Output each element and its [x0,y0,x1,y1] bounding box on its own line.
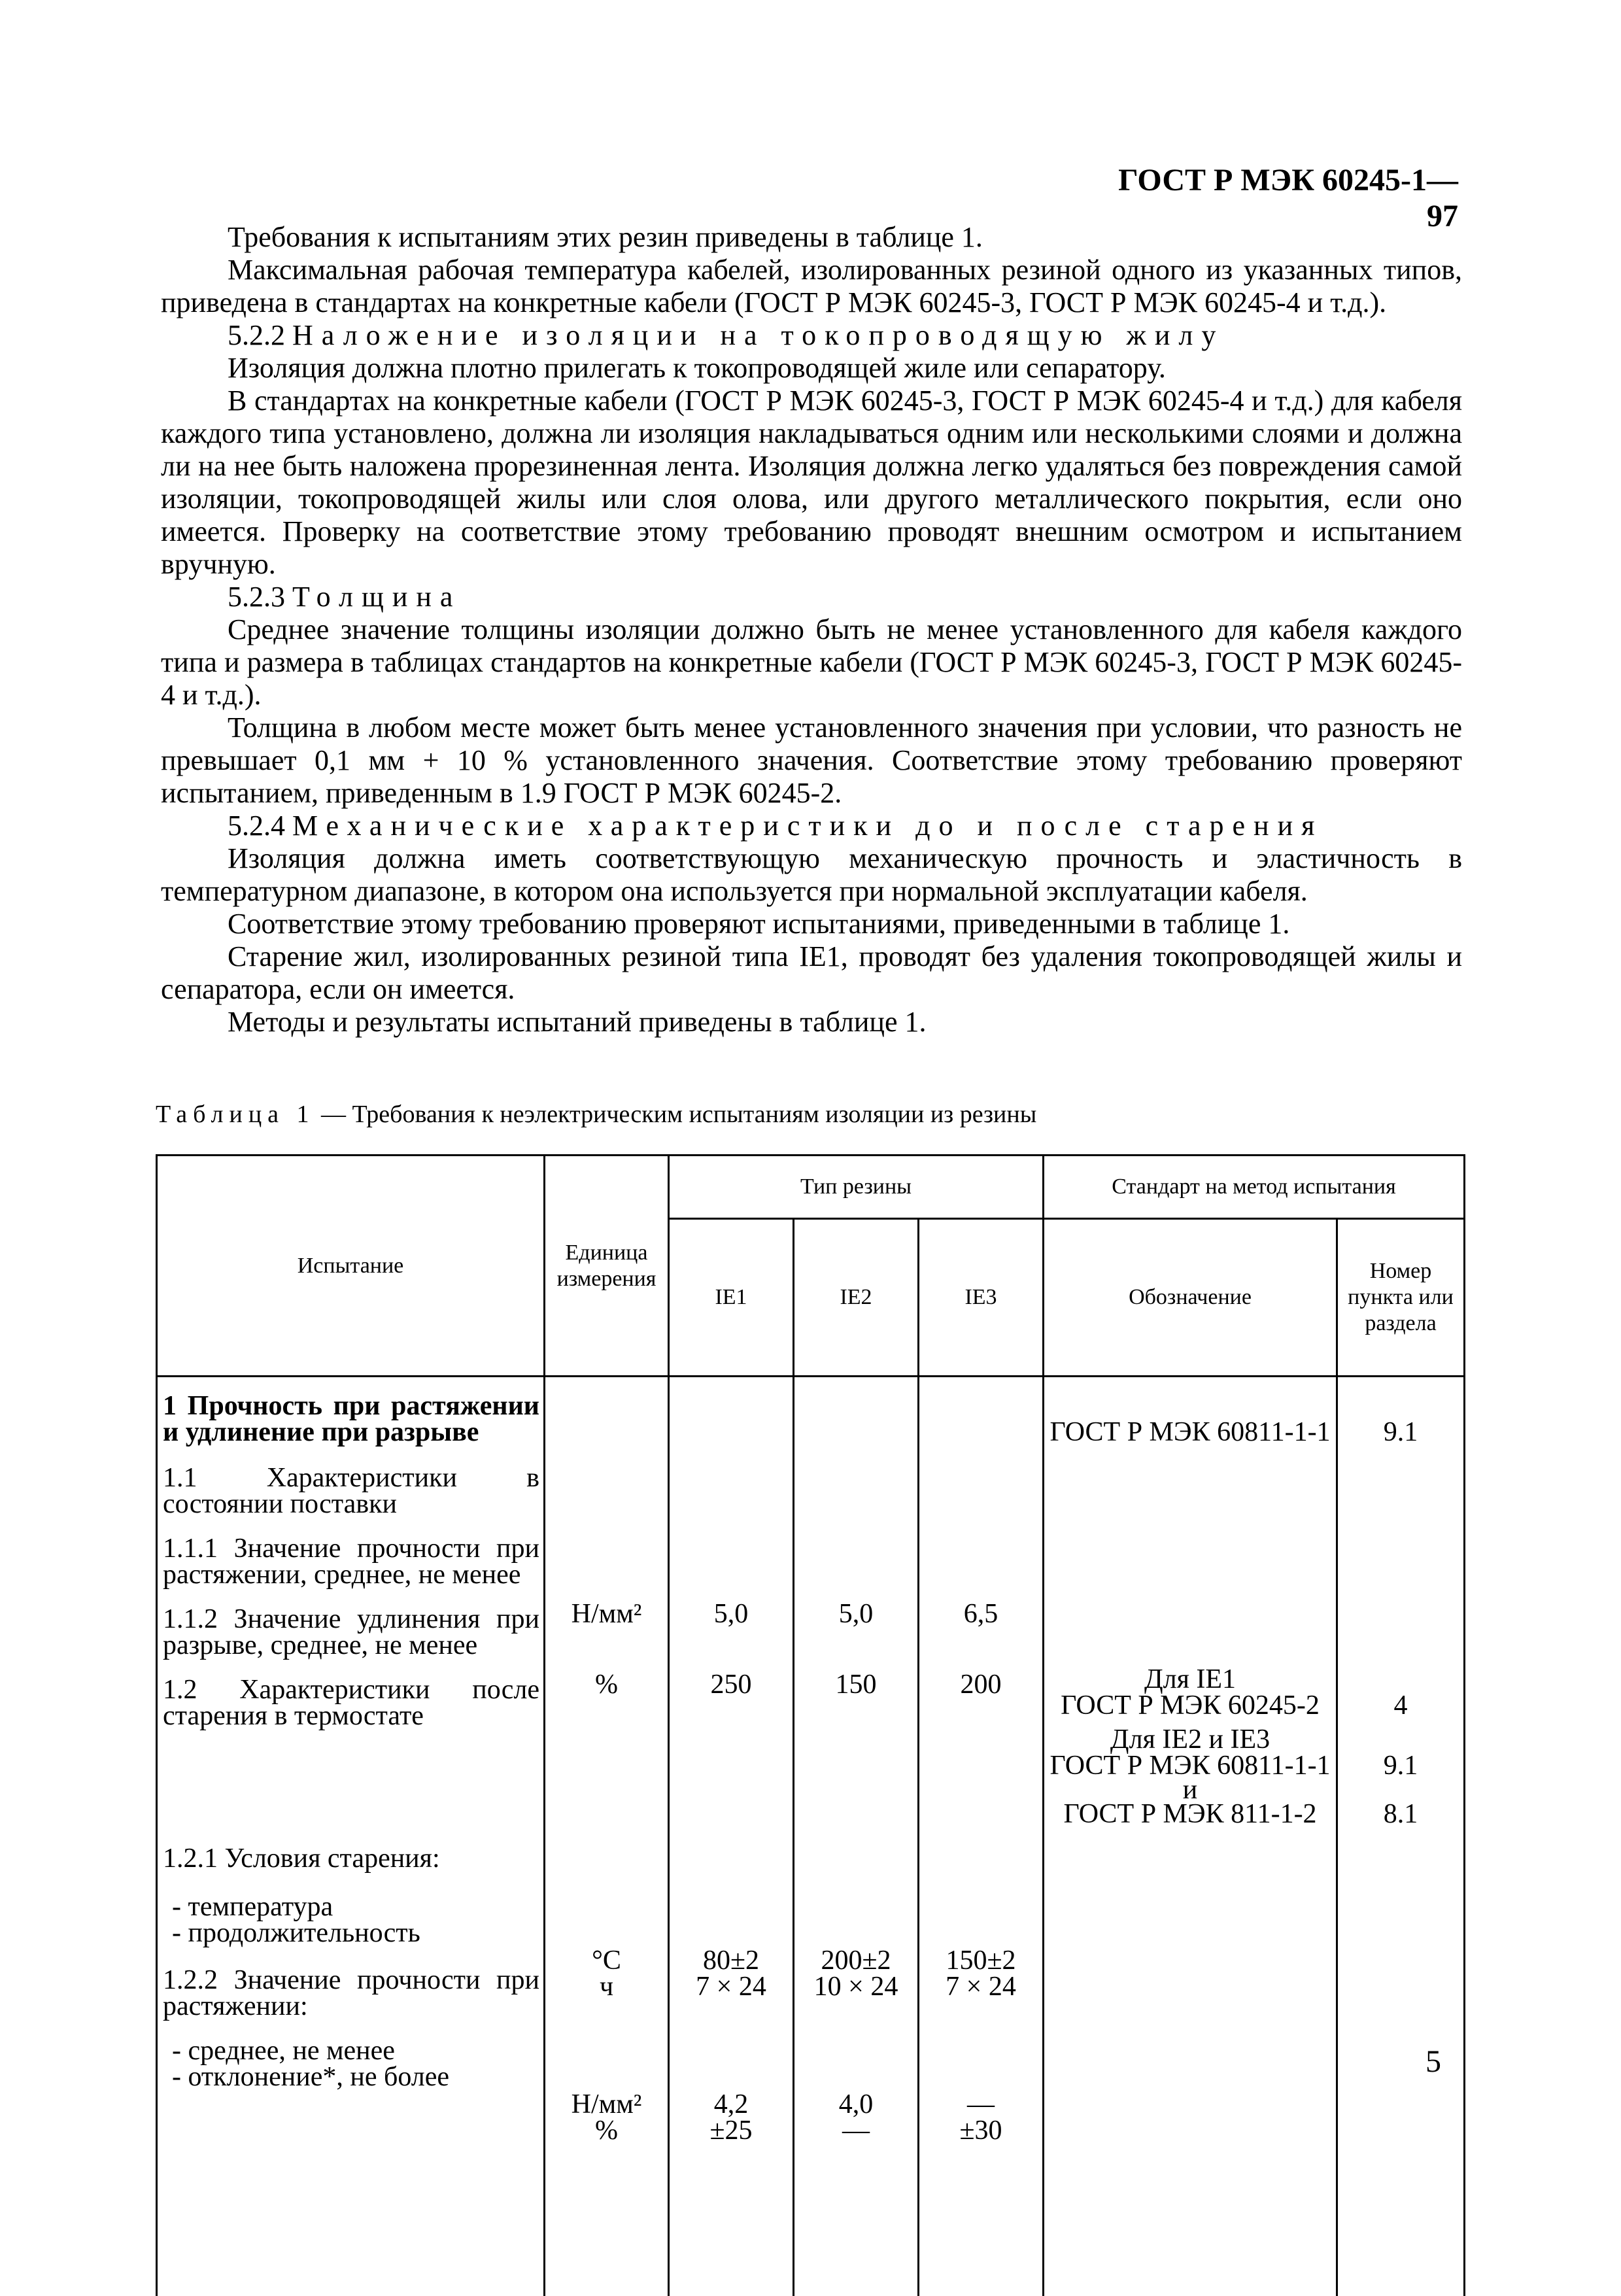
section-number: 5.2.4 [228,810,285,842]
row-1-2-standard-b: ГОСТ Р МЭК 60811-1-1 [1044,1753,1336,1779]
mean-ie1: 4,2 [670,2091,793,2117]
mean-test: - среднее, не менее [163,2038,539,2064]
document-code: ГОСТ Р МЭК 60245-1—97 [1112,162,1458,234]
duration-ie2: 10 × 24 [794,1974,917,2000]
paragraph: Среднее значение толщины изоляции должно быть не менее установленного для кабеля каждого типа и размера в таблицах стандартов на конкретные кабели (ГОСТ Р МЭК 60245-3, ГОСТ Р МЭК 60245-4 и т.д.). [161,613,1462,711]
duration-test: - продолжительность [163,1920,539,1946]
header-unit: Единица измерения [545,1156,669,1377]
temperature-ie2: 200±2 [794,1947,917,1974]
deviation-ie3: ±30 [919,2117,1042,2144]
row-1-1-1-ie1: 5,0 [670,1601,793,1627]
row-1-standard: ГОСТ Р МЭК 60811-1-1 [1044,1419,1336,1445]
row-1-1-2-ie3: 200 [919,1671,1042,1698]
section-number: 5.2.2 [228,319,285,351]
paragraph: Изоляция должна иметь соответствующую механическую прочность и эластичность в температурном диапазоне, в котором она используется при нормальной эксплуатации кабеля. [161,842,1462,908]
mean-ie2: 4,0 [794,2091,917,2117]
row-1-2-standard-a-label: Для IE1 [1044,1666,1336,1692]
row-1-1-test: 1.1 Характеристики в состоянии поставки [163,1465,539,1517]
paragraph: Соответствие этому требованию проверяют испытаниями, приведенными в таблице 1. [161,908,1462,940]
row-1-1-1-test: 1.1.1 Значение прочности при растяжении, среднее, не менее [163,1535,539,1588]
duration-ie3: 7 × 24 [919,1974,1042,2000]
section-heading-5-2-4 [161,810,1462,842]
row-1-1-1-ie3: 6,5 [919,1601,1042,1627]
section-number: 5.2.3 [228,581,285,613]
deviation-test: - отклонение*, не более [163,2064,539,2090]
table-body-ie2 [794,1377,919,2296]
row-1-test: 1 Прочность при растяжении и удлинение при разрыве [163,1377,539,1448]
section-heading-5-2-3 [161,581,1462,613]
header-method: Стандарт на метод испытания [1044,1156,1465,1219]
paragraph: В стандартах на конкретные кабели (ГОСТ Р МЭК 60245-3, ГОСТ Р МЭК 60245-4 и т.д.) для кабеля каждого типа установлено, должна ли изоляция накладываться одним или несколькими слоями и должна ли на нее быть наложена прорезиненная лента. Изоляция должна легко удаляться без повреждения самой изоляции, токопроводящей жилы или слоя олова, или другого металлического покрытия, если оно имеется. Проверку на соответствие этому требованию проводят внешним осмотром и испытанием вручную. [161,385,1462,581]
section-title: Толщина [292,581,461,613]
table-body-ie3 [919,1377,1044,2296]
table-body-designation [1044,1377,1337,2296]
row-1-2-standard-c: ГОСТ Р МЭК 811-1-2 [1044,1801,1336,1827]
table-caption [156,1100,1463,1129]
table-body-clause [1337,1377,1465,2296]
row-1-2-1-test: 1.2.1 Условия старения: [163,1845,539,1872]
deviation-ie1: ±25 [670,2117,793,2144]
mean-ie3: — [919,2091,1042,2117]
requirements-table [156,1154,1465,2296]
temperature-unit: °С [545,1947,668,1974]
temperature-test: - температура [163,1894,539,1920]
row-1-clause: 9.1 [1338,1419,1463,1445]
paragraph: Старение жил, изолированных резиной типа IE1, проводят без удаления токопроводящей жилы и сепаратора, если он имеется. [161,940,1462,1006]
row-1-2-clause-b: 9.1 [1338,1753,1463,1779]
row-1-1-2-ie2: 150 [794,1671,917,1698]
row-1-1-2-test: 1.1.2 Значение удлинения при разрыве, среднее, не менее [163,1606,539,1658]
header-ie3: IE3 [919,1219,1044,1377]
deviation-ie2: — [794,2117,917,2144]
section-heading-5-2-2 [161,319,1462,352]
temperature-ie1: 80±2 [670,1947,793,1974]
row-1-1-1-ie2: 5,0 [794,1601,917,1627]
table-body-test [157,1377,545,2296]
paragraph: Максимальная рабочая температура кабелей, изолированных резиной одного из указанных типов, приведена в стандартах на конкретные кабели (ГОСТ Р МЭК 60245-3, ГОСТ Р МЭК 60245-4 и т.д.). [161,254,1462,319]
header-test: Испытание [157,1156,545,1377]
row-1-2-clause-c: 8.1 [1338,1801,1463,1827]
table-caption-label: Таблица 1 [156,1101,315,1128]
row-1-1-2-ie1: 250 [670,1671,793,1698]
header-ie1: IE1 [669,1219,794,1377]
page-number: 5 [1425,2044,1441,2080]
header-rubber-type: Тип резины [669,1156,1044,1219]
header-designation: Обозначение [1044,1219,1337,1377]
duration-ie1: 7 × 24 [670,1974,793,2000]
paragraph: Толщина в любом месте может быть менее установленного значения при условии, что разность не превышает 0,1 мм + 10 % установленного значения. Соответствие этому требованию проверяют испытанием, приведенным в 1.9 ГОСТ Р МЭК 60245-2. [161,711,1462,810]
table-caption-text: — Требования к неэлектрическим испытаниям изоляции из резины [315,1101,1037,1128]
row-1-2-standard-a: ГОСТ Р МЭК 60245-2 [1044,1692,1336,1719]
mean-unit: Н/мм² [545,2091,668,2117]
row-1-1-2-unit: % [545,1671,668,1698]
row-1-2-standard-b-label: Для IE2 и IE3 [1044,1726,1336,1753]
table-body-unit [545,1377,669,2296]
row-1-2-2-test: 1.2.2 Значение прочности при растяжении: [163,1967,539,2019]
row-1-2-test: 1.2 Характеристики после старения в термостате [163,1677,539,1729]
deviation-unit: % [545,2117,668,2144]
body-text [161,221,1462,1038]
section-title: Наложение изоляции на токопроводящую жилу [292,319,1224,351]
duration-unit: ч [545,1974,668,2000]
row-1-2-clause-a: 4 [1338,1692,1463,1719]
table-body-ie1 [669,1377,794,2296]
header-clause: Номер пункта или раздела [1337,1219,1465,1377]
paragraph: Изоляция должна плотно прилегать к токопроводящей жиле или сепаратору. [161,352,1462,385]
temperature-ie3: 150±2 [919,1947,1042,1974]
row-1-2-standard-and: и [1044,1779,1336,1801]
paragraph: Требования к испытаниям этих резин приведены в таблице 1. [161,221,1462,254]
section-title: Механические характеристики до и после старения [292,810,1323,842]
paragraph: Методы и результаты испытаний приведены в таблице 1. [161,1006,1462,1038]
header-ie2: IE2 [794,1219,919,1377]
row-1-1-1-unit: Н/мм² [545,1601,668,1627]
